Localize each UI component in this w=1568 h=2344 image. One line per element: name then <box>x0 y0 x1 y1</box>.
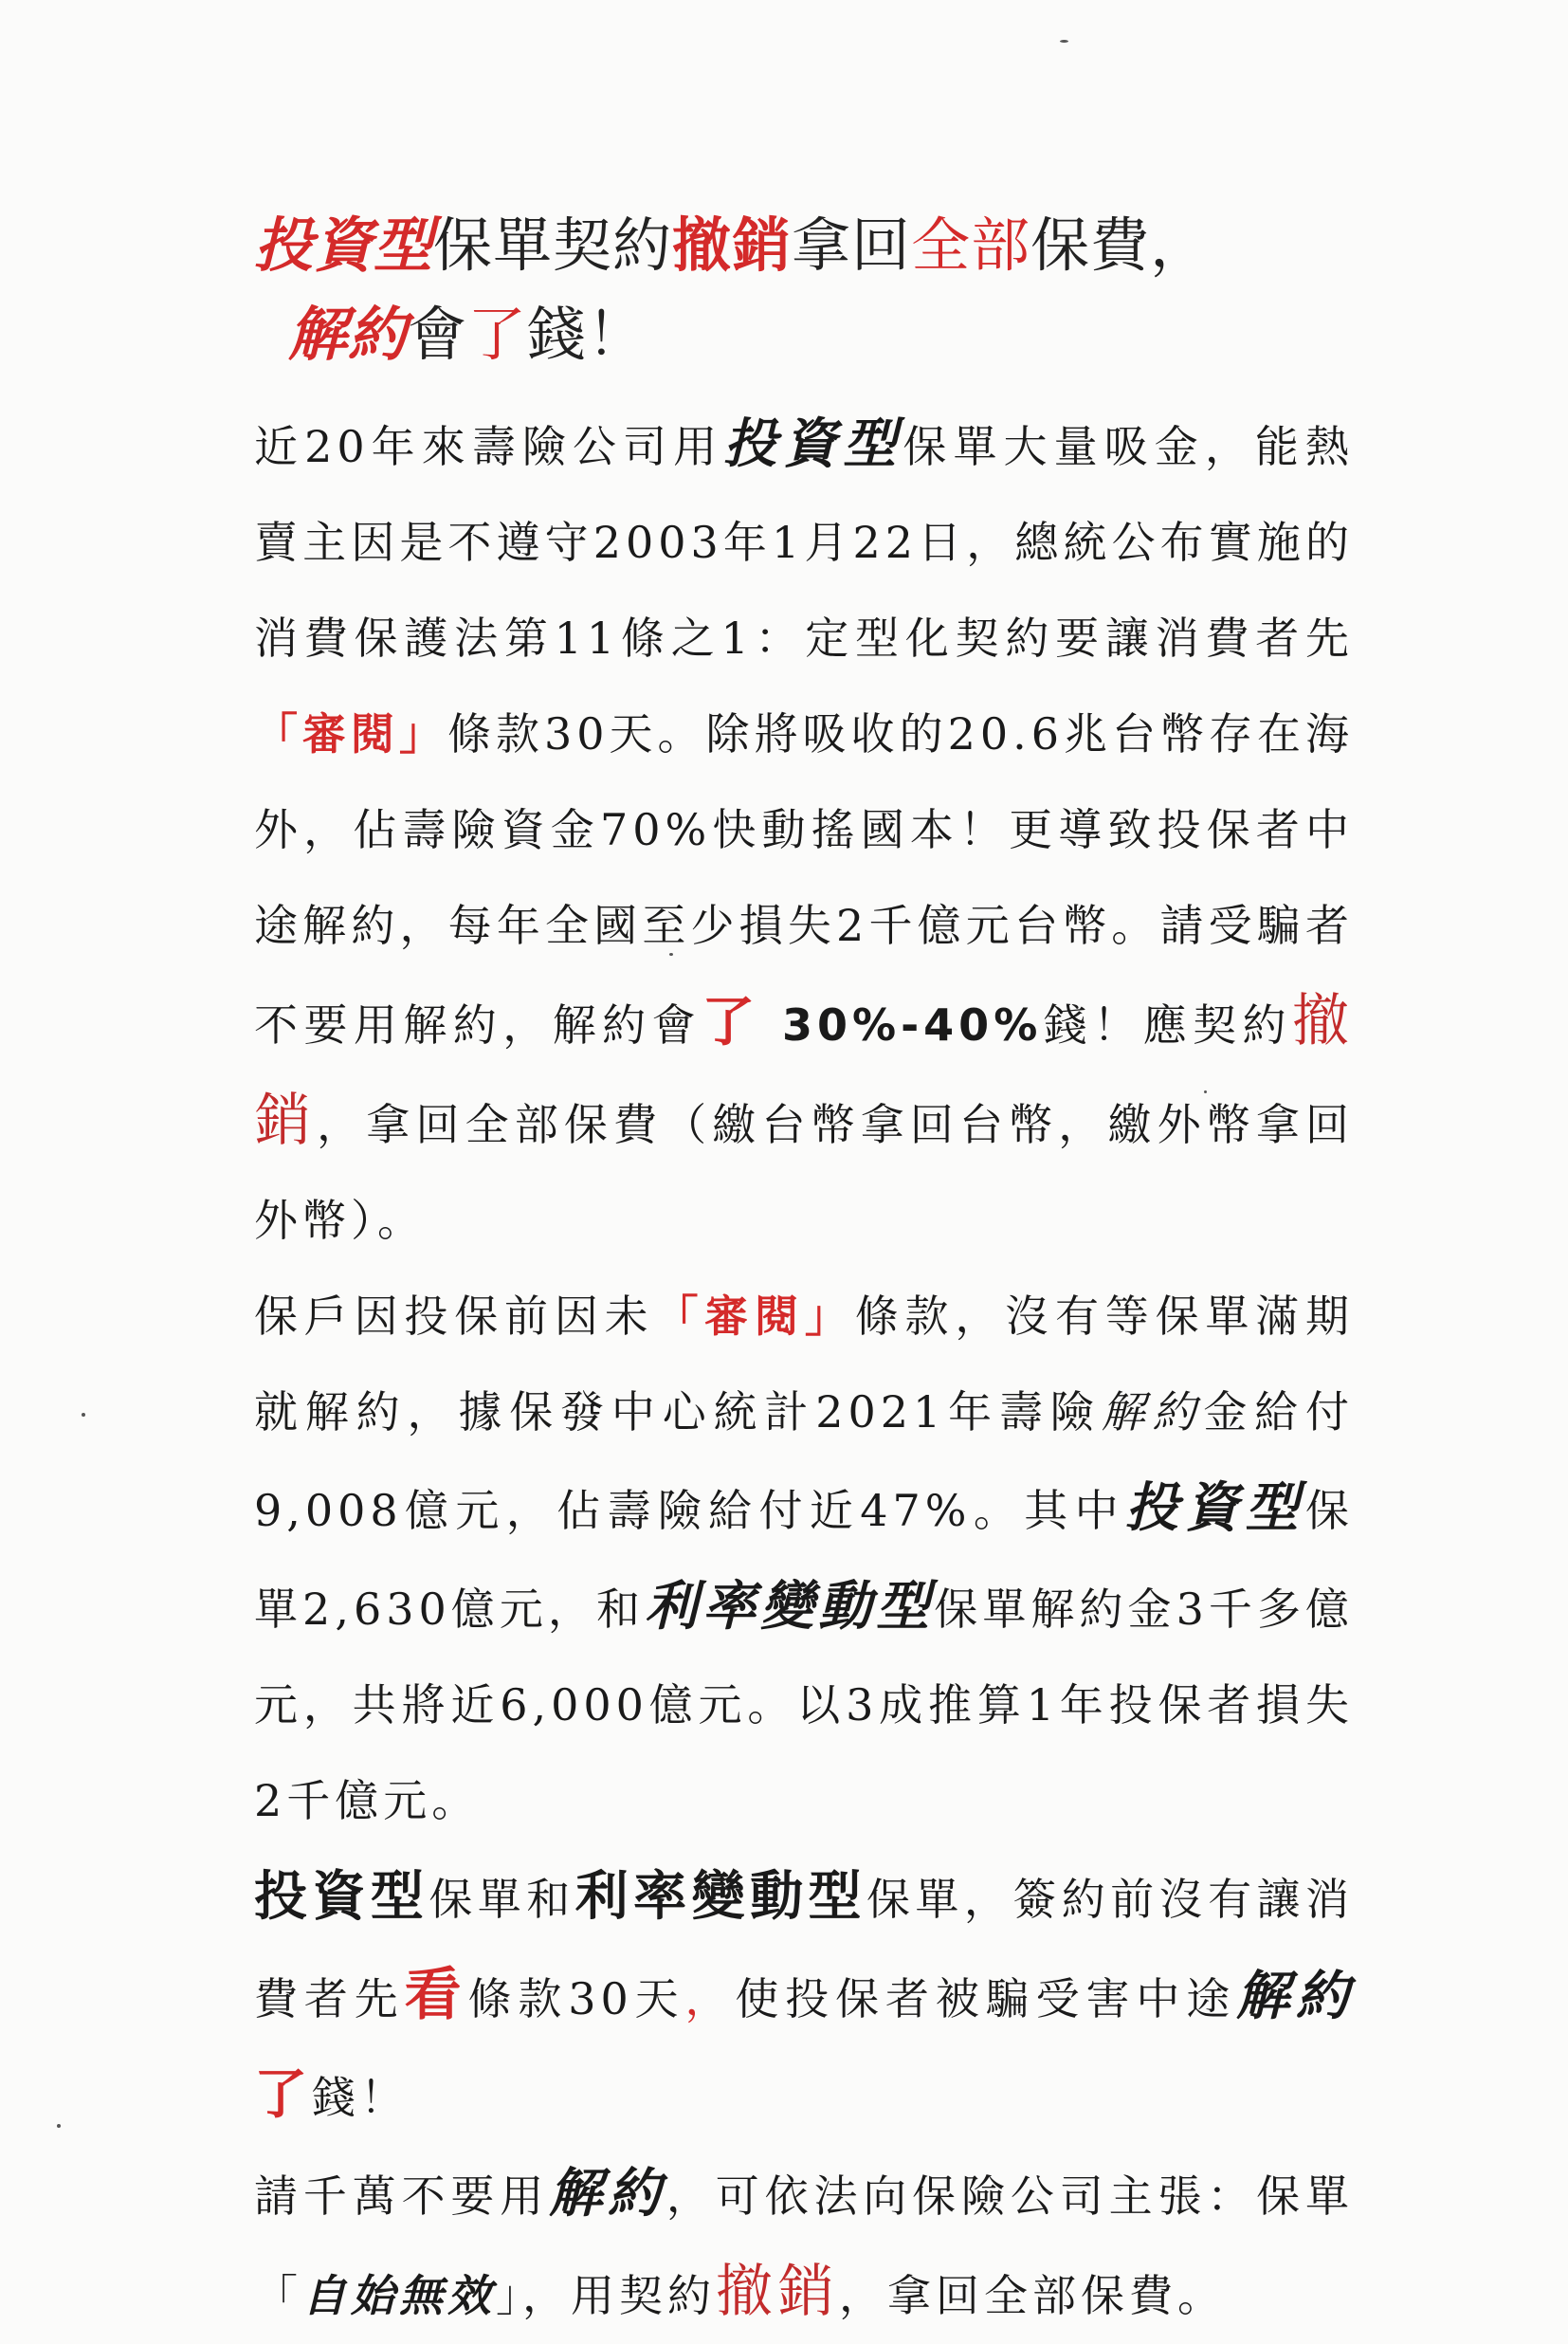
body-text <box>254 396 1354 2344</box>
page-title <box>254 201 1392 379</box>
scan-speck <box>1060 40 1068 43</box>
title-line-1: 投資型保單契約撤銷拿回全部保費， <box>254 211 1211 280</box>
scan-speck <box>1204 1090 1207 1093</box>
scan-speck <box>82 1413 85 1417</box>
paragraph-4: 請千萬不要用解約，可依法向保險公司主張：保單「自始無效」，用契約撤銷，拿回全部保費。 <box>254 2163 1355 2325</box>
scan-speck <box>57 2124 61 2128</box>
paragraph-3: 投資型保單和利率變動型保單，簽約前沒有讓消費者先看條款30天，使投保者被騙受害中途解約了錢！ <box>254 1866 1355 2126</box>
paragraph-2: 保戶因投保前因未「審閱」條款，沒有等保單滿期就解約，據保發中心統計2021年壽險解約金給付9,008億元，佔壽險給付近47%。其中投資型保單2,630億元，和利率變動型保單解約金3千多億元，共將近6,000億元。以3成推算1年投保者損失2千億元。 <box>254 1291 1355 1826</box>
title-line-2: 解約會了錢！ <box>288 300 647 369</box>
paragraph-1: 近20年來壽險公司用投資型保單大量吸金，能熱賣主因是不遵守2003年1月22日，總統公布實施的消費保護法第11條之1：定型化契約要讓消費者先「審閱」條款30天。除將吸收的20.6兆台幣存在海外，佔壽險資金70%快動搖國本！更導致投保者中途解約，每年全國至少損失2千億元台幣。請受騙者不要用解約，解約會了 30%-40%錢！應契約撤銷，拿回全部保費（繳台幣拿回台幣，繳外幣拿回外幣）。 <box>254 413 1355 1246</box>
scan-speck <box>669 953 673 956</box>
